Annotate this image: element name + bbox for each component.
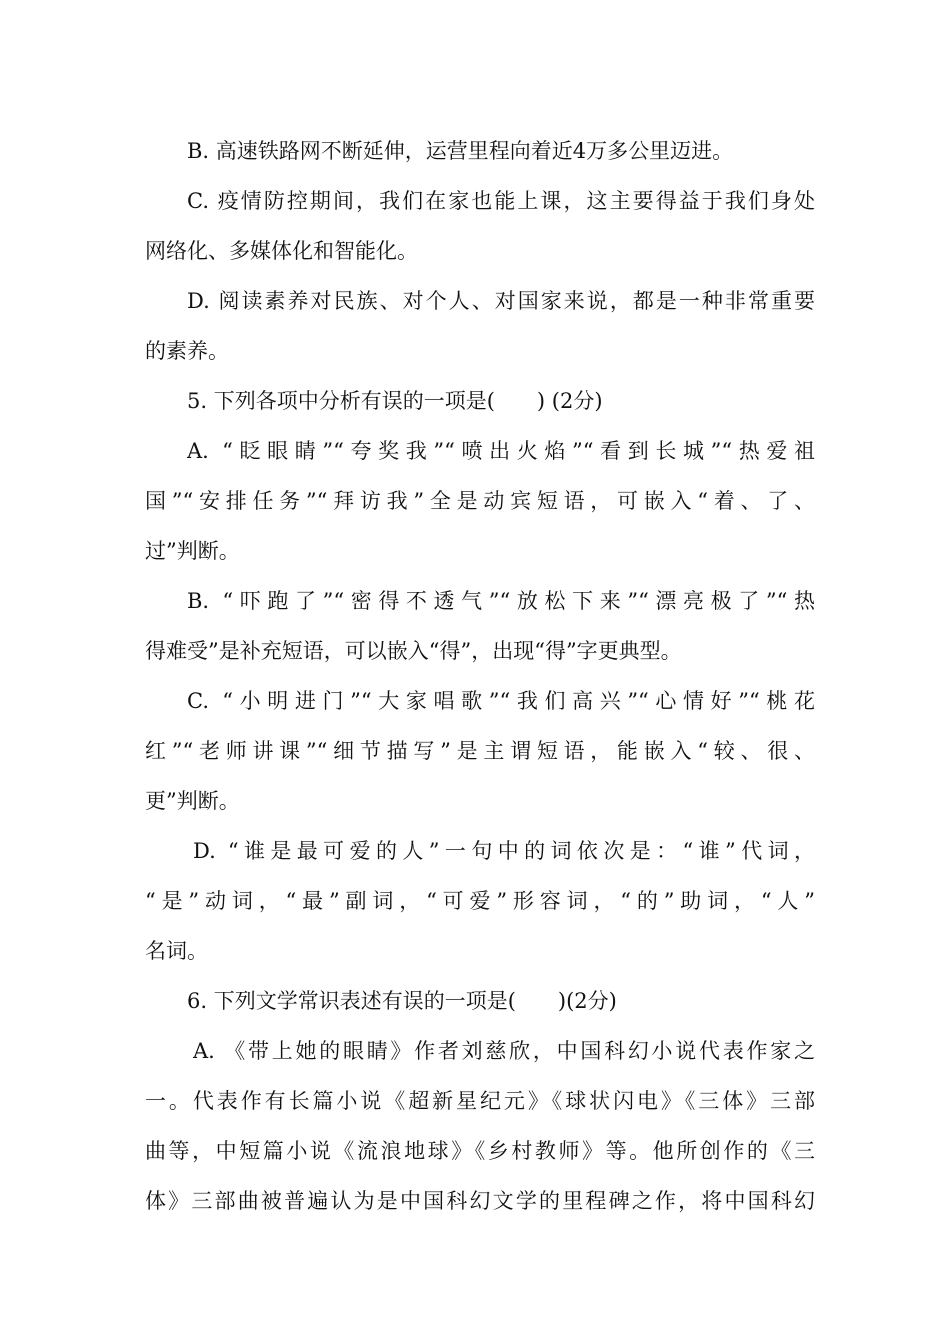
q5-option-d-line2: “是”动词，“最”副词，“可爱”形容词，“的”助词，“人” bbox=[145, 889, 815, 913]
q5-option-a-line3: 过”判断。 bbox=[145, 539, 240, 563]
q6-option-a-line2: 一。代表作有长篇小说《超新星纪元》《球状闪电》《三体》三部 bbox=[145, 1089, 815, 1113]
q4-option-c-line2: 网络化、多媒体化和智能化。 bbox=[145, 239, 418, 263]
q5-option-b-line1: B. “吓跑了”“密得不透气”“放松下来”“漂亮极了”“热 bbox=[187, 589, 815, 613]
q5-option-b-line2: 得难受”是补充短语，可以嵌入“得”，出现“得”字更典型。 bbox=[145, 639, 682, 663]
q5-option-d-line1: D. “谁是最可爱的人”一句中的词依次是：“谁”代词， bbox=[193, 839, 815, 863]
q5-option-c-line1: C. “小明进门”“大家唱歌”“我们高兴”“心情好”“桃花 bbox=[187, 689, 815, 713]
question-5-stem: 5. 下列各项中分析有误的一项是( ) (2分) bbox=[187, 389, 603, 413]
q5-option-a-line1: A. “眨眼睛”“夸奖我”“喷出火焰”“看到长城”“热爱祖 bbox=[187, 439, 815, 463]
q4-option-d-line1: D. 阅读素养对民族、对个人、对国家来说，都是一种非常重要 bbox=[187, 289, 815, 313]
q5-option-a-line2: 国”“安排任务”“拜访我”全是动宾短语，可嵌入“着、了、 bbox=[145, 489, 815, 513]
q6-option-a-line3: 曲等，中短篇小说《流浪地球》《乡村教师》等。他所创作的《三 bbox=[145, 1139, 815, 1163]
q5-option-d-line3: 名词。 bbox=[145, 939, 208, 963]
question-6-stem: 6. 下列文学常识表述有误的一项是( )(2分) bbox=[187, 989, 617, 1013]
q4-option-c-line1: C. 疫情防控期间，我们在家也能上课，这主要得益于我们身处 bbox=[187, 189, 815, 213]
q6-option-a-line4: 体》三部曲被普遍认为是中国科幻文学的里程碑之作，将中国科幻 bbox=[145, 1189, 815, 1213]
q5-option-c-line2: 红”“老师讲课”“细节描写”是主谓短语，能嵌入“较、很、 bbox=[145, 739, 815, 763]
q4-option-b: B. 高速铁路网不断延伸，运营里程向着近4万多公里迈进。 bbox=[187, 139, 734, 163]
q4-option-d-line2: 的素养。 bbox=[145, 339, 229, 363]
q6-option-a-line1: A. 《带上她的眼睛》作者刘慈欣，中国科幻小说代表作家之 bbox=[193, 1039, 815, 1063]
q5-option-c-line3: 更”判断。 bbox=[145, 789, 240, 813]
